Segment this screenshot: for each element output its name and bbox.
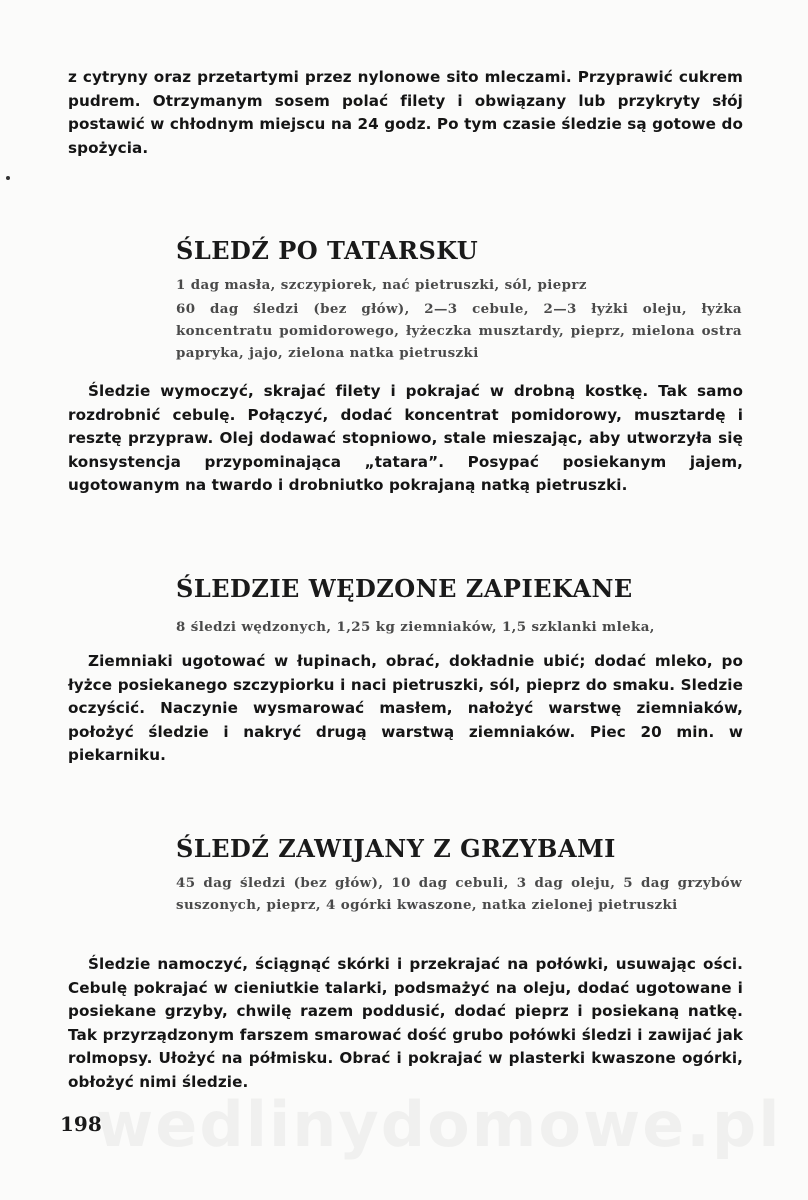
ingredients-list: 8 śledzi wędzonych, 1,25 kg ziemniaków, 1,5 szklanki mleka, xyxy=(176,619,655,635)
method-paragraph: Ziemniaki ugotować w łupinach, obrać, dokładnie ubić; dodać mleko, po łyżce posiekanego szczypiorku i naci pietruszki, sól, pieprz do smaku. Sledzie oczyścić. Naczynie wysmarować masłem, nałożyć warstwę ziemniaków, położyć śledzie i nakryć drugą warstwą ziemniaków. Piec 20 min. w piekarniku. xyxy=(68,652,743,764)
recipe-title-sledz-po-tatarsku: ŚLEDŹ PO TATARSKU xyxy=(176,236,479,265)
page-number: 198 xyxy=(60,1112,102,1136)
scan-speck xyxy=(6,176,10,180)
intro-paragraph: z cytryny oraz przetartymi przez nylonowe sito mleczami. Przyprawić cukrem pudrem. Otrzymanym sosem polać filety i obwiązany lub przykryty słój postawić w chłodnym miejscu na 24 godz. Po tym czasie śledzie są gotowe do spożycia. xyxy=(68,68,743,157)
ingredients-line-1: 1 dag masła, szczypiorek, nać pietruszki, sól, pieprz xyxy=(176,277,587,293)
watermark xyxy=(96,1088,781,1161)
recipe-title-sledz-zawijany: ŚLEDŹ ZAWIJANY Z GRZYBAMI xyxy=(176,834,616,863)
method-paragraph: Śledzie namoczyć, ściągnąć skórki i przekrajać na połówki, usuwając ości. Cebulę pokrajać w cieniutkie talarki, podsmażyć na oleju, dodać ugotowane i posiekane grzyby, chwilę razem poddusić, dodać pieprz i posiekaną natkę. Tak przyrządzonym farszem smarować dość grubo połówki śledzi i zawijać jak rolmopsy. Ułożyć na półmisku. Obrać i pokrajać w plasterki kwaszone ogórki, obłożyć nimi śledzie. xyxy=(68,955,743,1091)
ingredients-list: 60 dag śledzi (bez głów), 2—3 cebule, 2—3 łyżki oleju, łyżka koncentratu pomidorowego, łyżeczka musztardy, pieprz, mielona ostra papryka, jajo, zielona natka pietruszki xyxy=(176,301,742,361)
recipe-title-sledzie-wedzone: ŚLEDZIE WĘDZONE ZAPIEKANE xyxy=(176,574,633,603)
method-paragraph: Śledzie wymoczyć, skrajać filety i pokrajać w drobną kostkę. Tak samo rozdrobnić cebulę. Połączyć, dodać koncentrat pomidorowy, musztardę i resztę przypraw. Olej dodawać stopniowo, stale mieszając, aby utworzyła się konsystencja przypominająca „tatara”. Posypać posiekanym jajem, ugotowanym na twardo i drobniutko pokrajaną natką pietruszki. xyxy=(68,382,743,494)
ingredients-list: 45 dag śledzi (bez głów), 10 dag cebuli, 3 dag oleju, 5 dag grzybów suszonych, pieprz, 4 ogórki kwaszone, natka zielonej pietruszki xyxy=(176,875,742,913)
